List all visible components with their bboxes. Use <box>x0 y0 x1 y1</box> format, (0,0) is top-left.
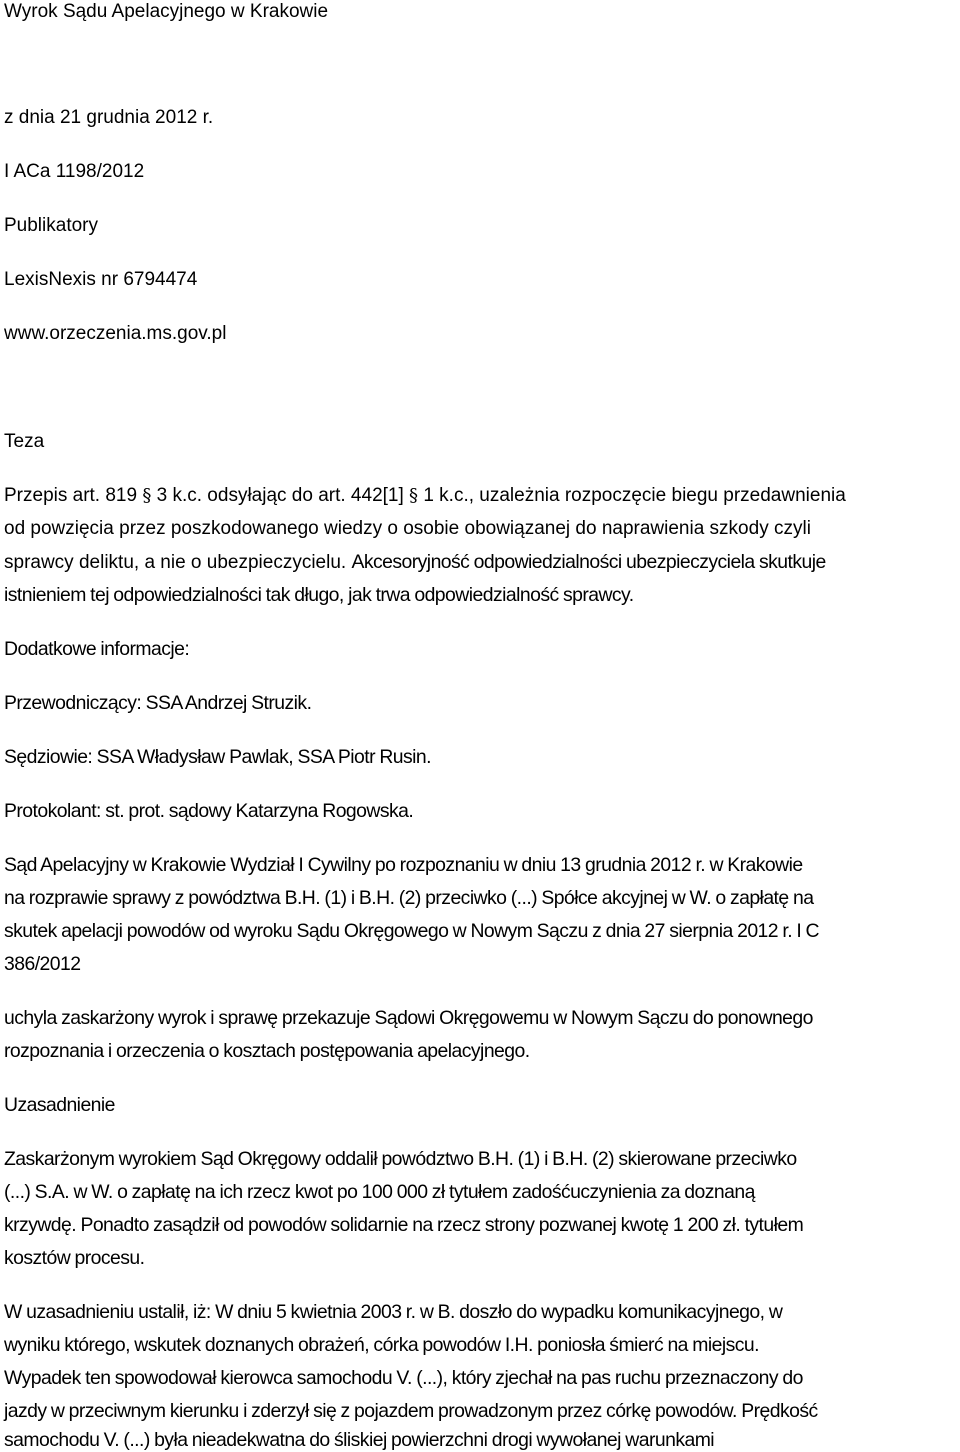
section-sign: § <box>409 485 419 506</box>
justification-p2-line-1: W uzasadnieniu ustalił, iż: W dniu 5 kwietnia 2003 r. w B. doszło do wypadku komunikacyjnego, w <box>4 1301 783 1323</box>
lexis-reference: LexisNexis nr 6794474 <box>4 269 198 290</box>
teza-line-4: istnieniem tej odpowiedzialności tak długo, jak trwa odpowiedzialność sprawcy. <box>4 584 634 606</box>
case-number: I ACa 1198/2012 <box>4 161 145 182</box>
teza-line-2: od powzięcia przez poszkodowanego wiedzy o osobie obowiązanej do naprawienia szkody czyli <box>4 518 811 539</box>
source-url: www.orzeczenia.ms.gov.pl <box>4 323 227 344</box>
sentence-line-2: na rozprawie sprawy z powództwa B.H. (1) i B.H. (2) przeciwko (...) Spółce akcyjnej w W. o zapłatę na <box>4 887 814 909</box>
justification-p1-line-3: krzywdę. Ponadto zasądził od powodów solidarnie na rzecz strony pozwanej kwotę 1 200 zł. tytułem <box>4 1214 804 1236</box>
justification-p1-line-4: kosztów procesu. <box>4 1247 145 1269</box>
justification-p2-line-2: wyniku którego, wskutek doznanych obrażeń, córka powodów I.H. poniosła śmierć na miejscu. <box>4 1334 759 1356</box>
justification-p1-line-2: (...) S.A. w W. o zapłatę na ich rzecz kwot po 100 000 zł tytułem zadośćuczynienia za doznaną <box>4 1181 755 1203</box>
ruling-line-1: uchyla zaskarżony wyrok i sprawę przekazuje Sądowi Okręgowemu w Nowym Sączu do ponownego <box>4 1007 813 1029</box>
court-clerk: Protokolant: st. prot. sądowy Katarzyna Rogowska. <box>4 800 414 822</box>
justification-p2-line-3: Wypadek ten spowodował kierowca samochodu V. (...), który zjechał na pas ruchu przeznaczony do <box>4 1367 803 1389</box>
additional-info-heading: Dodatkowe informacje: <box>4 638 190 660</box>
presiding-judge: Przewodniczący: SSA Andrzej Struzik. <box>4 692 312 714</box>
publications-label: Publikatory <box>4 215 98 236</box>
justification-p2-line-4: jazdy w przeciwnym kierunku i zderzył się z pojazdem prowadzonym przez córkę powodów. Prędkość <box>4 1400 818 1422</box>
justification-heading: Uzasadnienie <box>4 1094 115 1116</box>
judgment-date: z dnia 21 grudnia 2012 r. <box>4 107 214 128</box>
teza-line-1 <box>4 484 846 508</box>
teza-text: 3 k.c. odsyłając do art. 442[1] <box>151 485 410 506</box>
judges: Sędziowie: SSA Władysław Pawlak, SSA Piotr Rusin. <box>4 746 431 768</box>
justification-p1-line-1: Zaskarżonym wyrokiem Sąd Okręgowy oddalił powództwo B.H. (1) i B.H. (2) skierowane przeciwko <box>4 1148 797 1170</box>
teza-text: Przepis art. 819 <box>4 485 143 506</box>
teza-text: Akcesoryjność odpowiedzialności ubezpieczyciela skutkuje <box>351 551 826 573</box>
teza-heading: Teza <box>4 431 45 452</box>
sentence-line-3: skutek apelacji powodów od wyroku Sądu Okręgowego w Nowym Sączu z dnia 27 sierpnia 2012 r. I C <box>4 920 819 942</box>
document-title: Wyrok Sądu Apelacyjnego w Krakowie <box>4 1 329 22</box>
teza-line-3 <box>4 550 826 575</box>
ruling-line-2: rozpoznania i orzeczenia o kosztach postępowania apelacyjnego. <box>4 1040 530 1062</box>
justification-p2-line-5: samochodu V. (...) była nieadekwatna do śliskiej powierzchni drogi wywołanej warunkami <box>4 1429 715 1451</box>
sentence-line-1: Sąd Apelacyjny w Krakowie Wydział I Cywilny po rozpoznaniu w dniu 13 grudnia 2012 r. w Krakowie <box>4 854 803 876</box>
sentence-line-4: 386/2012 <box>4 953 81 975</box>
teza-text: sprawcy deliktu, a nie o ubezpieczycielu. <box>4 552 352 573</box>
section-sign: § <box>142 485 152 506</box>
teza-text: 1 k.c., uzależnia rozpoczęcie biegu przedawnienia <box>418 485 846 506</box>
